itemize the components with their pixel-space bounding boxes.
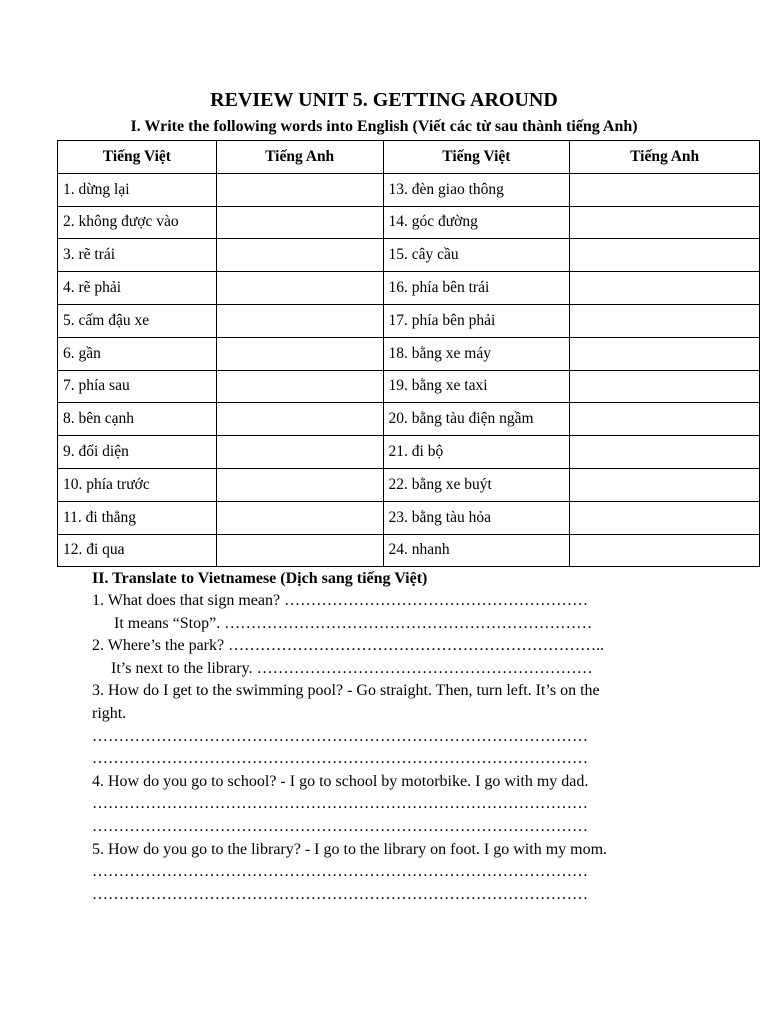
table-row <box>58 436 760 469</box>
vietnamese-word-cell: 23. bằng tàu hỏa <box>383 501 570 534</box>
vietnamese-word-cell: 2. không được vào <box>58 206 217 239</box>
vietnamese-word-cell: 17. phía bên phải <box>383 304 570 337</box>
english-answer-cell[interactable] <box>570 403 760 436</box>
section-2-heading: II. Translate to Vietnamese (Dịch sang tiếng Việt) <box>92 570 428 587</box>
answer-line[interactable]: ………………………………………………………………………………… <box>92 863 588 881</box>
vietnamese-word-cell: 1. dừng lại <box>58 173 217 206</box>
question-line: 2. Where’s the park? …………………………………………………………….. <box>92 637 605 655</box>
header-vietnamese-2: Tiếng Việt <box>383 141 570 174</box>
english-answer-cell[interactable] <box>216 534 383 567</box>
vietnamese-word-cell: 24. nhanh <box>383 534 570 567</box>
table-row <box>58 304 760 337</box>
vietnamese-word-cell: 4. rẽ phải <box>58 272 217 305</box>
page-title: REVIEW UNIT 5. GETTING AROUND <box>210 89 558 111</box>
table-row <box>58 468 760 501</box>
table-row <box>58 370 760 403</box>
vietnamese-word-cell: 11. đi thẳng <box>58 501 217 534</box>
table-row <box>58 534 760 567</box>
english-answer-cell[interactable] <box>216 403 383 436</box>
vietnamese-word-cell: 5. cấm đậu xe <box>58 304 217 337</box>
english-answer-cell[interactable] <box>216 239 383 272</box>
table-row <box>58 272 760 305</box>
vocabulary-table <box>57 140 760 567</box>
table-row <box>58 206 760 239</box>
english-answer-cell[interactable] <box>570 272 760 305</box>
vietnamese-word-cell: 7. phía sau <box>58 370 217 403</box>
answer-line[interactable]: ………………………………………………………………………………… <box>92 727 588 745</box>
question-line: right. <box>92 704 127 722</box>
table-row <box>58 173 760 206</box>
english-answer-cell[interactable] <box>216 436 383 469</box>
english-answer-cell[interactable] <box>570 206 760 239</box>
section-1-heading: I. Write the following words into English (Viết các từ sau thành tiếng Anh) <box>130 118 638 135</box>
vietnamese-word-cell: 3. rẽ trái <box>58 239 217 272</box>
english-answer-cell[interactable] <box>570 173 760 206</box>
answer-line[interactable]: ………………………………………………………………………………… <box>92 885 588 903</box>
vietnamese-word-cell: 13. đèn giao thông <box>383 173 570 206</box>
english-answer-cell[interactable] <box>216 206 383 239</box>
english-answer-cell[interactable] <box>216 337 383 370</box>
english-answer-cell[interactable] <box>570 436 760 469</box>
table-header-row <box>58 141 760 174</box>
vietnamese-word-cell: 6. gần <box>58 337 217 370</box>
english-answer-cell[interactable] <box>570 468 760 501</box>
header-english-1: Tiếng Anh <box>216 141 383 174</box>
question-line: 3. How do I get to the swimming pool? - Go straight. Then, turn left. It’s on the <box>92 682 600 700</box>
english-answer-cell[interactable] <box>216 468 383 501</box>
question-line: It means “Stop”. …………………………………………………………… <box>114 614 593 632</box>
english-answer-cell[interactable] <box>216 370 383 403</box>
english-answer-cell[interactable] <box>216 173 383 206</box>
vietnamese-word-cell: 22. bằng xe buýt <box>383 468 570 501</box>
table-row <box>58 239 760 272</box>
english-answer-cell[interactable] <box>570 370 760 403</box>
answer-line[interactable]: ………………………………………………………………………………… <box>92 795 588 813</box>
english-answer-cell[interactable] <box>216 304 383 337</box>
translation-questions <box>92 590 682 906</box>
vietnamese-word-cell: 10. phía trước <box>58 468 217 501</box>
table-row <box>58 403 760 436</box>
question-line: 5. How do you go to the library? - I go to the library on foot. I go with my mom. <box>92 840 608 858</box>
question-line: It’s next to the library. ……………………………………………………… <box>111 659 593 677</box>
vietnamese-word-cell: 15. cây cầu <box>383 239 570 272</box>
english-answer-cell[interactable] <box>216 501 383 534</box>
english-answer-cell[interactable] <box>570 239 760 272</box>
answer-line[interactable]: ………………………………………………………………………………… <box>92 750 588 768</box>
vietnamese-word-cell: 18. bằng xe máy <box>383 337 570 370</box>
vietnamese-word-cell: 20. bằng tàu điện ngầm <box>383 403 570 436</box>
vietnamese-word-cell: 8. bên cạnh <box>58 403 217 436</box>
table-row <box>58 337 760 370</box>
english-answer-cell[interactable] <box>570 501 760 534</box>
vietnamese-word-cell: 12. đi qua <box>58 534 217 567</box>
question-line: 1. What does that sign mean? ………………………………………………… <box>92 592 589 609</box>
vietnamese-word-cell: 9. đối diện <box>58 436 217 469</box>
table-row <box>58 501 760 534</box>
english-answer-cell[interactable] <box>216 272 383 305</box>
header-english-2: Tiếng Anh <box>570 141 760 174</box>
vietnamese-word-cell: 14. góc đường <box>383 206 570 239</box>
vietnamese-word-cell: 21. đi bộ <box>383 436 570 469</box>
english-answer-cell[interactable] <box>570 534 760 567</box>
vietnamese-word-cell: 16. phía bên trái <box>383 272 570 305</box>
question-line: 4. How do you go to school? - I go to school by motorbike. I go with my dad. <box>92 772 589 790</box>
answer-line[interactable]: ………………………………………………………………………………… <box>92 817 588 835</box>
vietnamese-word-cell: 19. bằng xe taxi <box>383 370 570 403</box>
header-vietnamese-1: Tiếng Việt <box>58 141 217 174</box>
english-answer-cell[interactable] <box>570 304 760 337</box>
english-answer-cell[interactable] <box>570 337 760 370</box>
